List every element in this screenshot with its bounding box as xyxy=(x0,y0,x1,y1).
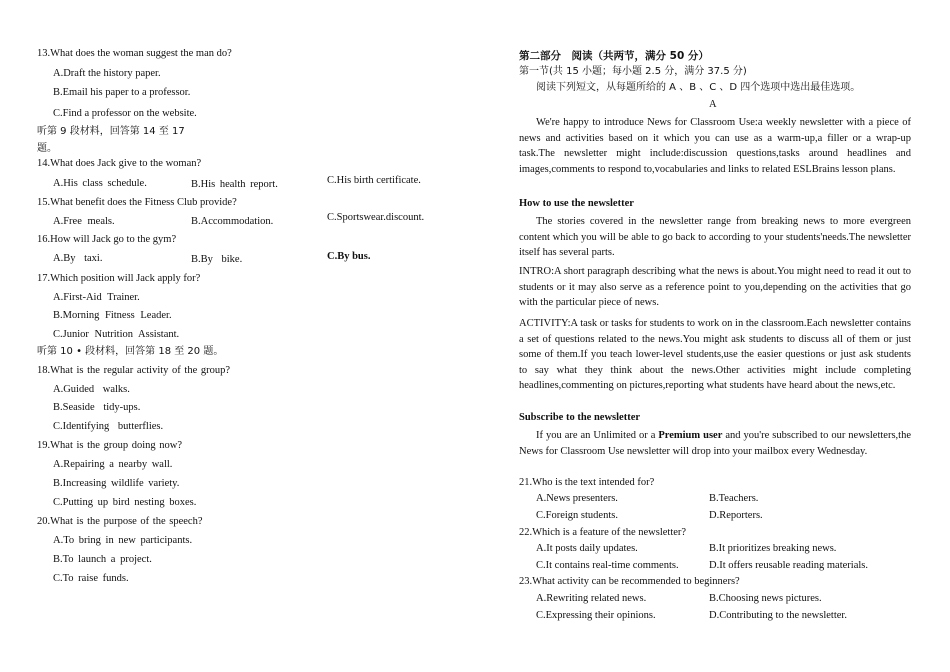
q21-option-b: B.Teachers. xyxy=(709,493,759,504)
q22-option-b: B.It prioritizes breaking news. xyxy=(709,543,837,554)
q15-option-c: C.Sportswear.discount. xyxy=(327,212,425,223)
part-title: 第二部分 阅读（共两节，满分 50 分） xyxy=(519,50,709,62)
q20-option-a: A.To bring in new participants. xyxy=(53,535,193,546)
q20-option-c: C.To raise funds. xyxy=(53,573,129,584)
q21-option-d: D.Reporters. xyxy=(709,510,763,521)
q22-option-d: D.It offers reusable reading materials. xyxy=(709,560,868,571)
q21-option-a: A.News presenters. xyxy=(536,493,618,504)
q14-option-c: C.His birth certificate. xyxy=(327,175,421,186)
q21-stem: 21.Who is the text intended for? xyxy=(519,477,655,488)
q18-option-c: C.Identifying butterflies. xyxy=(53,421,164,432)
q23-option-a: A.Rewriting related news. xyxy=(536,593,647,604)
q23-option-c: C.Expressing their opinions. xyxy=(536,610,656,621)
heading-subscribe: Subscribe to the newsletter xyxy=(519,412,641,423)
section10-instruction: 听第 10 • 段材料，回答第 18 至 20 题。 xyxy=(37,346,224,357)
passage-paragraph-intro: INTRO:A short paragraph describing what the news is about.You might need to read it out to students or it may also serve as a reference point to you,depending on the activities that go with the particular piece of news. xyxy=(519,266,911,309)
passage-paragraph-subscribe xyxy=(519,428,911,459)
passage-paragraph-1: We're happy to introduce News for Classroom Use:a weekly newsletter with a piece of news and activities based on it which you can use as a warm-up,a filler or a wrap-up task.The newsletter might include:discussion questions,tasks around headlines and images,comments to respond to,vocabularies and links to related ESLBrains lesson plans. xyxy=(519,117,911,175)
q18-stem: 18.What is the regular activity of the group? xyxy=(37,365,231,376)
premium-user-text: Premium user xyxy=(658,430,723,441)
q13-option-b: B.Email his paper to a professor. xyxy=(53,87,191,98)
q20-stem: 20.What is the purpose of the speech? xyxy=(37,516,203,527)
q14-stem: 14.What does Jack give to the woman? xyxy=(37,158,202,169)
section1-heading: 第一节(共 15 小题；每小题 2.5 分，满分 37.5 分) xyxy=(519,66,747,77)
q22-stem: 22.Which is a feature of the newsletter? xyxy=(519,527,687,538)
q23-option-d: D.Contributing to the newsletter. xyxy=(709,610,847,621)
q13-option-a: A.Draft the history paper. xyxy=(53,68,161,79)
q17-option-c: C.Junior Nutrition Assistant. xyxy=(53,329,180,340)
q21-option-c: C.Foreign students. xyxy=(536,510,618,521)
q16-stem: 16.How will Jack go to the gym? xyxy=(37,234,177,245)
q14-option-b: B.His health report. xyxy=(191,179,278,190)
q23-stem: 23.What activity can be recommended to beginners? xyxy=(519,576,740,587)
passage-label: A xyxy=(709,99,717,110)
q17-stem: 17.Which position will Jack apply for? xyxy=(37,273,201,284)
subscribe-text-start: If you are an Unlimited or a xyxy=(536,430,659,441)
q15-option-a: A.Free meals. xyxy=(53,216,115,227)
q20-option-b: B.To launch a project. xyxy=(53,554,152,565)
q15-stem: 15.What benefit does the Fitness Club provide? xyxy=(37,197,237,208)
passage-paragraph-activity: ACTIVITY:A task or tasks for students to work on in the classroom.Each newsletter contains a set of questions related to the news.You might ask students to discuss all of them or just some of them.If you teach lower-level students,use the easier questions or just ask students to say what they think about the news.Other activities might include completing headlines,commenting on pictures,reporting what students have heard about the news,etc. xyxy=(519,318,911,392)
subscribe-text-end: and you're subscribed to our newsletters,the News for Classroom Use newsletter will drop into your mailbox every Wednesday. xyxy=(519,430,911,457)
q18-option-a: A.Guided walks. xyxy=(53,384,130,395)
q19-stem: 19.What is the group doing now? xyxy=(37,440,182,451)
q14-option-a: A.His class schedule. xyxy=(53,178,147,189)
passage-paragraph-2: The stories covered in the newsletter range from breaking news to more evergreen content which you will be able to go back to according to your students'needs.The newsletter itself has several parts. xyxy=(519,216,911,259)
q17-option-b: B.Morning Fitness Leader. xyxy=(53,310,172,321)
q23-option-b: B.Choosing news pictures. xyxy=(709,593,822,604)
q19-option-c: C.Putting up bird nesting boxes. xyxy=(53,497,197,508)
q17-option-a: A.First-Aid Trainer. xyxy=(53,292,140,303)
section9-instruction-line1: 听第 9 段材料，回答第 14 至 17 xyxy=(37,126,185,137)
section9-instruction-line2: 题。 xyxy=(37,143,57,154)
q16-option-b: B.By bike. xyxy=(191,254,243,265)
q13-option-c: C.Find a professor on the website. xyxy=(53,108,197,119)
heading-how-to-use: How to use the newsletter xyxy=(519,198,634,209)
q13-stem: 13.What does the woman suggest the man do? xyxy=(37,48,232,59)
q22-option-a: A.It posts daily updates. xyxy=(536,543,638,554)
q16-option-a: A.By taxi. xyxy=(53,253,103,264)
q19-option-b: B.Increasing wildlife variety. xyxy=(53,478,180,489)
q19-option-a: A.Repairing a nearby wall. xyxy=(53,459,173,470)
q16-option-c: C.By bus. xyxy=(327,251,371,262)
q15-option-b: B.Accommodation. xyxy=(191,216,274,227)
q18-option-b: B.Seaside tidy-ups. xyxy=(53,402,141,413)
q22-option-c: C.It contains real-time comments. xyxy=(536,560,679,571)
reading-instruction: 阅读下列短文，从每题所给的 A 、B 、C 、D 四个选项中选出最佳选项。 xyxy=(536,82,861,93)
